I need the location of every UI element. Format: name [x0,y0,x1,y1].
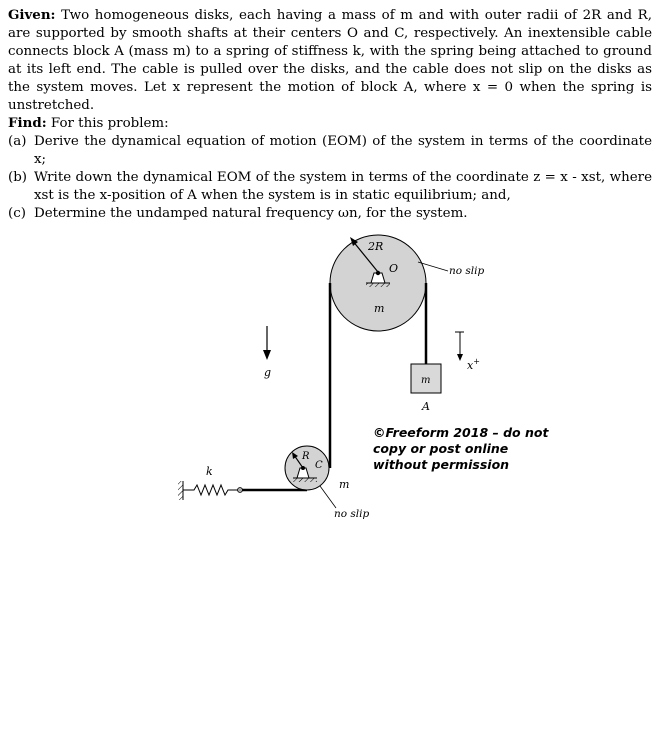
spring-end-pin [238,488,243,493]
leader-line-bottom [320,486,336,508]
ground-hatch-O [366,283,390,287]
label-m-small: m [339,478,350,491]
spring [183,485,238,495]
label-R: R [302,451,310,462]
label-no-slip-top: no slip [449,265,485,277]
pin-C [301,466,305,470]
label-no-slip-bottom: no slip [334,508,370,520]
label-m-large: m [374,302,385,315]
find-label: Find: [8,115,47,131]
label-x: x+ [467,357,480,372]
label-C: C [315,460,323,471]
wall-hatch [178,481,183,500]
given-label: Given: [8,7,56,23]
find-item-text: Derive the dynamical equation of motion (EOM) of the system in terms of the coordinate x; [34,134,652,167]
find-item-letter: (a) [8,134,27,149]
label-block-m: m [421,375,431,386]
find-item-text: Determine the undamped natural frequency ωn, for the system. [34,206,468,221]
pin-O [376,271,380,275]
gravity-arrowhead-icon [263,350,271,360]
label-2R: 2R [368,240,384,253]
find-item-letter: (c) [8,206,26,221]
find-intro: For this problem: [50,116,169,131]
given-text: Two homogeneous disks, each having a mass of m and with outer radii of 2R and R, are supported by smooth shafts at their centers O and C, respectively. An inextensible cable connects block A (mass m) to a spring of stiffness k, with the spring being attached to ground at its left end. The cable is pulled over the disks, and the cable does not slip on the disks as the system moves. Let x represent the motion of block A, where x = 0 when the spring is unstretched. [8,8,652,113]
ground-hatch-C [293,478,317,482]
x-arrowhead-icon [457,354,463,361]
find-item-letter: (b) [8,170,28,185]
label-k: k [206,465,213,478]
label-g: g [264,366,272,379]
find-item-text: Write down the dynamical EOM of the system in terms of the coordinate z = x - xst, where xst is the x-position of A when the system is in static equilibrium; and, [34,170,652,203]
label-O: O [389,262,399,275]
label-A: A [422,400,430,413]
copyright-notice: ©Freeform 2018 – do not copy or post online without permission [373,425,549,472]
